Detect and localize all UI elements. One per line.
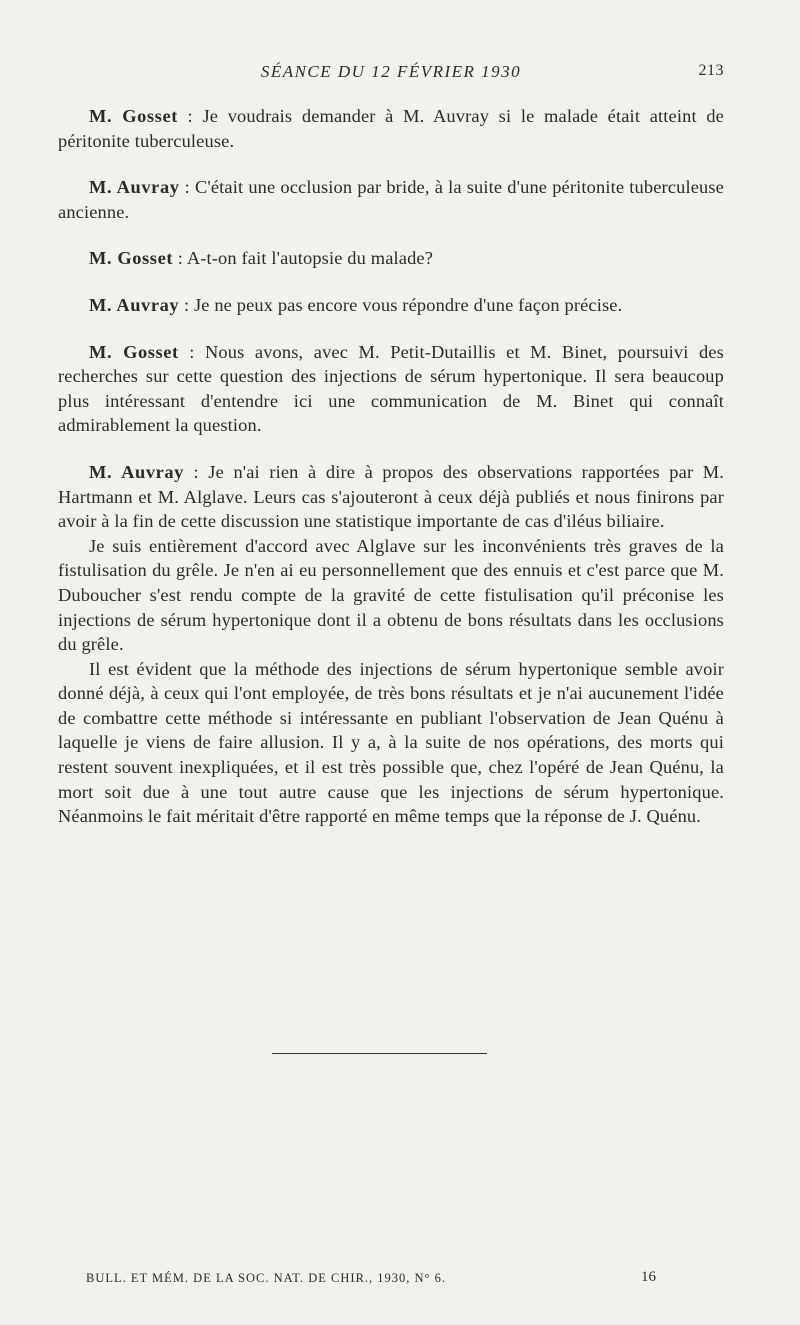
paragraph-text: C'était une occlusion par bride, à la suite d'une péritonite tuberculeuse ancienne.: [58, 177, 724, 222]
paragraph-gosset-2: [58, 246, 724, 271]
journal-footer: BULL. ET MÉM. DE LA SOC. NAT. DE CHIR., 1930, N° 6.: [86, 1271, 447, 1285]
paragraph-text: Nous avons, avec M. Petit-Dutaillis et M. Binet, poursuivi des recherches sur cette question des injections de sérum hypertonique. Il sera beaucoup plus intéressant d'entendre ici une communication de M. Binet qui connaît admirablement la question.: [58, 341, 724, 436]
paragraph-continuation: Il est évident que la méthode des injections de sérum hypertonique semble avoir donné déjà, à ceux qui l'ont employée, de très bons résultats et je n'ai aucunement l'idée de combattre cette méthode si intéressante en publiant l'observation de Jean Quénu à laquelle je viens de faire allusion. Il y a, à la suite de nos opérations, des morts qui restent souvent inexpliquées, et il est très possible que, chez l'opéré de Jean Quénu, la mort soit due à une tout autre cause que les injections de sérum hypertonique. Néanmoins le fait méritait d'être rapporté en même temps que la réponse de J. Quénu.: [58, 658, 724, 827]
body-text: [58, 104, 724, 829]
paragraph-text: Je voudrais demander à M. Auvray si le malade était atteint de péritonite tuberculeuse.: [58, 106, 724, 151]
paragraph-gosset-1: [58, 104, 724, 153]
section-rule: [272, 1053, 487, 1054]
running-head-title: SÉANCE DU 12 FÉVRIER 1930: [260, 62, 522, 81]
paragraph-continuation: Je suis entièrement d'accord avec Alglave sur les inconvénients très graves de la fistulisation du grêle. Je n'en ai eu personnellement que des ennuis et c'est parce que M. Duboucher s'est rendu compte de la gravité de cette fistulisation qu'il préconise les injections de sérum hypertonique dont il a obtenu de bons résultats dans les occlusions du grêle.: [58, 535, 724, 655]
paragraph-auvray-1: [58, 175, 724, 224]
paragraph-text: Je ne peux pas encore vous répondre d'une façon précise.: [193, 294, 623, 315]
paragraph-auvray-2: [58, 293, 724, 318]
speaker-separator: :: [183, 461, 209, 482]
speaker-separator: :: [179, 294, 194, 315]
speaker-name: M. Auvray: [89, 294, 180, 315]
paragraph-text: A-t-on fait l'autopsie du malade?: [186, 248, 434, 269]
running-head: [58, 62, 724, 86]
paragraph-text: Je n'ai rien à dire à propos des observations rapportées par M. Hartmann et M. Alglave. Leurs cas s'ajouteront à ceux déjà publiés et nous finirons par avoir à la fin de cette discussion une statistique importante de cas d'iléus biliaire.: [58, 461, 724, 532]
speaker-name: M. Auvray: [89, 177, 180, 198]
speaker-name: M. Auvray: [89, 461, 184, 482]
signature-number: 16: [641, 1269, 656, 1285]
paragraph-gosset-3: [58, 340, 724, 438]
speaker-separator: :: [179, 177, 195, 198]
speaker-separator: :: [178, 341, 205, 362]
page-number: 213: [698, 62, 724, 79]
speaker-separator: :: [173, 248, 187, 269]
paragraph-auvray-3: [58, 460, 724, 534]
speaker-name: M. Gosset: [89, 106, 178, 126]
speaker-name: M. Gosset: [89, 341, 179, 362]
speaker-separator: :: [177, 106, 203, 126]
speaker-name: M. Gosset: [89, 248, 174, 269]
